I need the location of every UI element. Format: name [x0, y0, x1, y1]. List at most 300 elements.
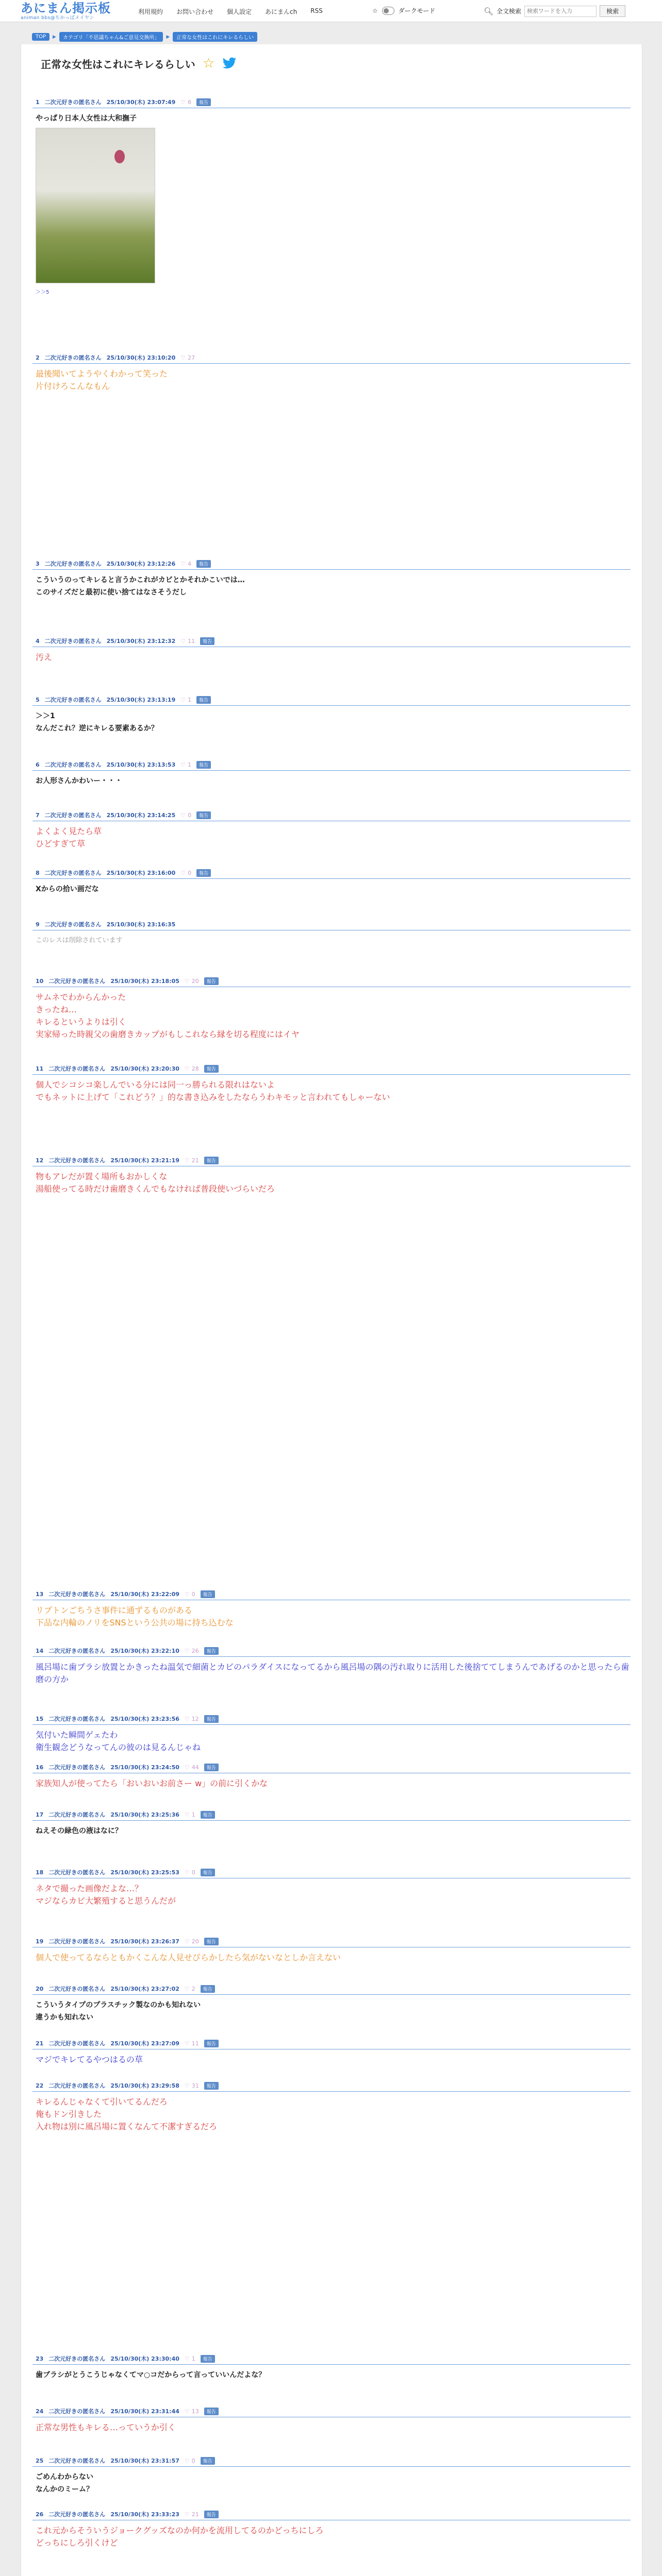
post-header: [32, 2510, 631, 2520]
post-text-line: こういうタイプのプラスチック製なのかも知れない: [36, 2001, 201, 2009]
like-heart-icon[interactable]: ♡: [184, 2511, 190, 2518]
reply-anchor-link[interactable]: ＞＞5: [36, 290, 49, 295]
site-header: [0, 0, 662, 22]
post-header: [32, 1715, 631, 1725]
report-button[interactable]: 報告: [201, 1985, 215, 1993]
post: [32, 2456, 631, 2496]
post-header: [32, 1647, 631, 1657]
post: [32, 696, 631, 735]
post-number[interactable]: 24: [36, 2408, 44, 2415]
post-text-line: ごめんわからない: [36, 2473, 93, 2481]
post-number[interactable]: 4: [36, 637, 40, 645]
post-text-line: なんだこれ？逆にキレる要素あるか？: [36, 724, 158, 733]
breadcrumb-separator-icon: ▶: [53, 34, 56, 40]
post: [32, 1156, 631, 1195]
post-number[interactable]: 1: [36, 98, 40, 106]
post-author: 二次元好きの匿名さん: [48, 1648, 106, 1654]
post-text-line: リプトンごちうさ事件に通ずるものがある: [36, 1605, 193, 1615]
post-header: [32, 696, 631, 706]
post-number[interactable]: 3: [36, 560, 40, 567]
post-number[interactable]: 17: [36, 1811, 44, 1818]
post-date: 25/10/30(木) 23:24:50: [110, 1764, 179, 1771]
post: [32, 2039, 631, 2066]
like-heart-icon[interactable]: ♡: [184, 977, 190, 985]
post-number[interactable]: 5: [36, 696, 40, 703]
post-author: 二次元好きの匿名さん: [44, 561, 102, 567]
post-number[interactable]: 7: [36, 811, 40, 819]
report-button[interactable]: 報告: [201, 2457, 215, 2465]
like-count: 21: [191, 1157, 199, 1164]
like-heart-icon[interactable]: ♡: [184, 1715, 190, 1722]
post-author: 二次元好きの匿名さん: [48, 1986, 106, 1992]
post-body: [32, 108, 631, 299]
post-date: 25/10/30(木) 23:12:26: [106, 561, 176, 567]
like-heart-icon[interactable]: ♡: [184, 1647, 190, 1654]
nav-terms[interactable]: 利用規約: [138, 8, 163, 15]
report-button[interactable]: 報告: [196, 98, 211, 106]
like-count: 20: [191, 1938, 199, 1945]
post-number[interactable]: 22: [36, 2082, 44, 2089]
post: [32, 1647, 631, 1686]
post-number[interactable]: 6: [36, 761, 40, 768]
report-button[interactable]: 報告: [204, 1157, 219, 1164]
post: [32, 869, 631, 895]
search-button[interactable]: 検索: [600, 5, 625, 17]
post-number[interactable]: 14: [36, 1647, 44, 1654]
nav-contact[interactable]: お問い合わせ: [176, 8, 214, 15]
post-header: [32, 98, 631, 108]
post-text-line: 最後聞いてようやくわかって笑った: [36, 369, 168, 379]
post-body: [32, 771, 631, 787]
post-number[interactable]: 19: [36, 1938, 44, 1945]
post-number[interactable]: 11: [36, 1065, 44, 1072]
post-text-line: 風呂場に歯ブラシ放置とかきったね温気で細菌とカビのパラダイスになってるから風呂場の隅の汚れ取りに活用した後捨ててしまうんであげるのかと思ったら歯磨の方か: [36, 1662, 630, 1684]
report-button[interactable]: 報告: [201, 1869, 215, 1876]
post-text-line: よくよく見たら草: [36, 826, 102, 836]
post-text-line: このサイズだと最初に使い捨てはなさそうだし: [36, 588, 187, 597]
post-author: 二次元好きの匿名さん: [48, 1157, 106, 1164]
post-header: [32, 1064, 631, 1075]
post-header: [32, 2456, 631, 2467]
post-body: [32, 1600, 631, 1629]
post-text-line: どっちにしろ引くけど: [36, 2538, 118, 2548]
nav-animanch[interactable]: あにまんch: [265, 8, 297, 15]
like-count: 44: [191, 1764, 199, 1771]
report-button[interactable]: 報告: [200, 637, 214, 645]
thread-title: [41, 56, 237, 71]
post-author: 二次元好きの匿名さん: [48, 1716, 106, 1722]
post-text-line: 片付けろこんなもん: [36, 381, 110, 391]
like-count: 0: [188, 869, 192, 876]
post-date: 25/10/30(木) 23:16:00: [106, 870, 176, 876]
post-number[interactable]: 9: [36, 921, 40, 928]
post-body: [32, 1075, 631, 1104]
like-heart-icon[interactable]: ♡: [184, 1869, 190, 1876]
like-heart-icon[interactable]: ♡: [184, 1157, 190, 1164]
post-text-line: 俺もドン引きした: [36, 2109, 102, 2119]
post-date: 25/10/30(木) 23:13:53: [106, 761, 176, 768]
post-body: [32, 364, 631, 393]
post-author: 二次元好きの匿名さん: [44, 638, 102, 645]
like-heart-icon[interactable]: ♡: [180, 560, 186, 567]
like-heart-icon[interactable]: ♡: [184, 2457, 190, 2464]
post-header: [32, 2354, 631, 2365]
toy-figure-shape: [114, 150, 125, 163]
post-author: 二次元好きの匿名さん: [48, 1811, 106, 1818]
report-button[interactable]: 報告: [196, 560, 211, 568]
post: [32, 1715, 631, 1754]
favorite-star-icon[interactable]: ☆: [202, 56, 215, 71]
report-button[interactable]: 報告: [204, 1764, 219, 1771]
post-date: 25/10/30(木) 23:31:57: [110, 2458, 179, 2464]
post-header: [32, 920, 631, 930]
post-number[interactable]: 15: [36, 1715, 44, 1722]
post-number[interactable]: 23: [36, 2355, 44, 2362]
like-heart-icon[interactable]: ♡: [184, 1985, 190, 1992]
logo-title: あにまん掲示板: [21, 1, 111, 15]
post-author: 二次元好きの匿名さん: [48, 2355, 106, 2362]
post-text-line: きったね…: [36, 1005, 77, 1014]
post-author: 二次元好きの匿名さん: [48, 1938, 106, 1945]
post-body: [32, 706, 631, 735]
post: [32, 760, 631, 787]
post-header: [32, 637, 631, 647]
post: [32, 2354, 631, 2381]
report-button[interactable]: 報告: [204, 1938, 219, 1945]
post: [32, 560, 631, 599]
post-text-line: これ元からそういうジョークグッズなのか何かを流用してるのかどっちにしろ: [36, 2526, 324, 2535]
like-heart-icon[interactable]: ♡: [184, 2408, 190, 2415]
post-date: 25/10/30(木) 23:21:19: [110, 1157, 179, 1164]
like-heart-icon[interactable]: ♡: [184, 1811, 190, 1818]
post-text-line: キレるんじゃなくて引いてるんだろ: [36, 2097, 168, 2107]
post: [32, 353, 631, 393]
post-number[interactable]: 18: [36, 1869, 44, 1876]
post-author: 二次元好きの匿名さん: [44, 812, 102, 819]
post-body: [32, 1878, 631, 1907]
like-count: 12: [191, 1715, 199, 1722]
post-date: 25/10/30(木) 23:25:53: [110, 1869, 179, 1876]
post-text-line: お人形さんかわいー・・・: [36, 777, 122, 785]
post-number[interactable]: 16: [36, 1764, 44, 1771]
like-heart-icon[interactable]: ♡: [184, 1764, 190, 1771]
report-button[interactable]: 報告: [204, 2040, 219, 2047]
post-number[interactable]: 20: [36, 1985, 44, 1992]
like-count: 1: [188, 761, 192, 768]
post-header: [32, 2039, 631, 2049]
breadcrumb-top[interactable]: TOP: [32, 33, 49, 41]
post-text-line: 湯船使ってる時だけ歯磨きくんでもなければ普段使いづらいだろ: [36, 1184, 275, 1194]
post-body: [32, 647, 631, 664]
post-body: [32, 1821, 631, 1837]
like-heart-icon[interactable]: ♡: [180, 637, 186, 645]
like-count: 2: [191, 1985, 195, 1992]
post-text-line: 個人でシコシコ楽しんでいる分には同一っ勝られる限れはないよ: [36, 1080, 275, 1090]
post: [32, 811, 631, 850]
post-date: 25/10/30(木) 23:16:35: [106, 921, 176, 928]
post-text-line: 下品な内輪のノリをSNSという公共の場に持ち込むな: [36, 1618, 234, 1628]
post-date: 25/10/30(木) 23:26:37: [110, 1938, 179, 1945]
post-number[interactable]: 26: [36, 2511, 44, 2518]
post-date: 25/10/30(木) 23:12:32: [106, 638, 176, 645]
like-count: 11: [188, 637, 195, 645]
nav-rss[interactable]: RSS: [310, 7, 323, 14]
post-text-line: 実家帰った時親父の歯磨きカップがもしこれなら縁を切る程度にはイヤ: [36, 1029, 300, 1039]
post-header: [32, 977, 631, 987]
post-body: [32, 2417, 631, 2434]
report-button[interactable]: 報告: [204, 1647, 219, 1655]
post-header: [32, 2081, 631, 2092]
breadcrumb: [32, 32, 257, 42]
post-text-line: マジならカビ大繁殖すると思うんだが: [36, 1896, 176, 1906]
like-count: 26: [191, 1647, 199, 1654]
like-count: 0: [188, 811, 192, 819]
post-text-line: ねえその緑色の液はなに？: [36, 1827, 122, 1835]
post-number[interactable]: 13: [36, 1590, 44, 1598]
report-button[interactable]: 報告: [204, 977, 219, 985]
breadcrumb-separator-icon: ▶: [166, 34, 170, 40]
post-date: 25/10/30(木) 23:14:25: [106, 812, 176, 819]
like-count: 0: [191, 1590, 195, 1598]
post-author: 二次元好きの匿名さん: [48, 1869, 106, 1876]
like-heart-icon[interactable]: ♡: [184, 2082, 190, 2089]
post-author: 二次元好きの匿名さん: [48, 2082, 106, 2089]
post: [32, 1810, 631, 1837]
post-body: [32, 1947, 631, 1964]
report-button[interactable]: 報告: [204, 2408, 219, 2415]
thread-container: [21, 44, 642, 2576]
post: [32, 98, 631, 299]
post-text-line: 衛生観念どうなってんの彼のは見るんじゃね: [36, 1742, 201, 1752]
post-header: [32, 1937, 631, 1947]
post-date: 25/10/30(木) 23:25:36: [110, 1811, 179, 1818]
post-image[interactable]: [36, 128, 155, 283]
like-heart-icon[interactable]: ♡: [184, 1938, 190, 1945]
like-count: 28: [191, 1065, 199, 1072]
post-text-line: 個人で使ってるならともかくこんな人見せびらかしたら気がないなとしか言えない: [36, 1953, 341, 1962]
like-count: 0: [191, 1869, 195, 1876]
report-button[interactable]: 報告: [204, 1715, 219, 1723]
post-author: 二次元好きの匿名さん: [44, 870, 102, 876]
post-body: [32, 930, 631, 947]
search-label: 全文検索: [496, 8, 522, 15]
post: [32, 920, 631, 947]
post-author: 二次元好きの匿名さん: [48, 1065, 106, 1072]
post-date: 25/10/30(木) 23:18:05: [110, 978, 179, 985]
post-author: 二次元好きの匿名さん: [48, 2040, 106, 2047]
like-count: 21: [191, 2511, 199, 2518]
post-number[interactable]: 21: [36, 2040, 44, 2047]
post-text-line: Xからの拾い画だな: [36, 885, 99, 893]
post-number[interactable]: 2: [36, 354, 40, 361]
post-body: [32, 2365, 631, 2381]
post-author: 二次元好きの匿名さん: [48, 2408, 106, 2415]
post-header: [32, 1156, 631, 1166]
post-author: 二次元好きの匿名さん: [44, 921, 102, 928]
post: [32, 1763, 631, 1790]
post-header: [32, 760, 631, 771]
post-text-line: キレるというよりは引く: [36, 1017, 126, 1027]
post-text-line: 歯ブラシがとうこうじゃなくてマ○コだからって言っていいんだよな？: [36, 2371, 266, 2379]
post-header: [32, 1868, 631, 1878]
breadcrumb-category[interactable]: カテゴリ「不思議ちゃん&ご意見交換所」: [59, 32, 163, 42]
post-body: [32, 2467, 631, 2496]
post: [32, 2510, 631, 2549]
like-heart-icon[interactable]: ♡: [180, 354, 186, 361]
post-number[interactable]: 25: [36, 2457, 44, 2464]
post-text-line: ひどすぎて草: [36, 839, 86, 849]
like-count: 6: [188, 98, 192, 106]
report-button[interactable]: 報告: [201, 1811, 215, 1819]
post-date: 25/10/30(木) 23:22:09: [110, 1591, 179, 1598]
like-heart-icon[interactable]: ♡: [184, 2040, 190, 2047]
post-body: [32, 1995, 631, 2024]
logo-subtitle: animan bbs@ちかっぱメイヤン: [21, 15, 94, 21]
search-input[interactable]: [524, 6, 597, 17]
post-body: [32, 1657, 631, 1686]
post-author: 二次元好きの匿名さん: [48, 978, 106, 985]
post-body: [32, 879, 631, 895]
like-count: 27: [188, 354, 195, 361]
like-count: 0: [191, 2457, 195, 2464]
post: [32, 1985, 631, 2024]
post: [32, 1590, 631, 1629]
report-button[interactable]: 報告: [196, 811, 211, 819]
post-header: [32, 869, 631, 879]
post-header: [32, 560, 631, 570]
like-count: 31: [191, 2082, 199, 2089]
post-text-line: このレスは削除されています: [36, 937, 123, 944]
report-button[interactable]: 報告: [201, 1590, 215, 1598]
post-author: 二次元好きの匿名さん: [48, 1764, 106, 1771]
like-heart-icon[interactable]: ♡: [184, 1065, 190, 1072]
nav-personal-settings[interactable]: 個人設定: [227, 8, 252, 15]
report-button[interactable]: 報告: [196, 869, 211, 877]
like-count: 13: [191, 2408, 199, 2415]
post-number[interactable]: 10: [36, 977, 44, 985]
post-text-line: こういうのってキレると言うかこれがカビとかそれかこいでは…: [36, 576, 245, 584]
report-button[interactable]: 報告: [204, 2511, 219, 2518]
post-text-line: 物もアレだが置く場所もおかしくな: [36, 1172, 168, 1181]
breadcrumb-thread[interactable]: 正常な女性はこれにキレるらしい: [173, 32, 257, 42]
post-number[interactable]: 12: [36, 1157, 44, 1164]
post-body: [32, 1166, 631, 1195]
like-heart-icon[interactable]: ♡: [180, 98, 186, 106]
like-count: 11: [191, 2040, 199, 2047]
post-text-line: なんかのミーム？: [36, 2485, 93, 2494]
twitter-share-icon[interactable]: [222, 57, 237, 70]
post-date: 25/10/30(木) 23:13:19: [106, 697, 176, 703]
dark-mode-toggle[interactable]: [382, 7, 394, 15]
post-text-line: ＞＞1: [36, 712, 55, 720]
post-text-line: でもネットに上げて「これどう？」的な書き込みをしたならうわキモッと言われてもしゃーない: [36, 1092, 390, 1102]
post-author: 二次元好きの匿名さん: [44, 99, 102, 106]
post-header: [32, 811, 631, 821]
post-date: 25/10/30(木) 23:22:10: [110, 1648, 179, 1654]
post-text-line: 入れ物は別に風呂場に置くなんて不潔すぎるだろ: [36, 2122, 218, 2131]
post-body: [32, 821, 631, 850]
post-text-line: 汚え: [36, 652, 53, 662]
post-date: 25/10/30(木) 23:23:56: [110, 1716, 179, 1722]
post-date: 25/10/30(木) 23:07:49: [106, 99, 176, 106]
post-header: [32, 2407, 631, 2417]
post-author: 二次元好きの匿名さん: [48, 2458, 106, 2464]
post-body: [32, 987, 631, 1041]
like-heart-icon[interactable]: ♡: [180, 869, 186, 876]
post-header: [32, 1763, 631, 1773]
post-body: [32, 2520, 631, 2549]
report-button[interactable]: 報告: [196, 696, 211, 704]
dark-mode-control[interactable]: [372, 6, 435, 15]
dark-mode-prefix: ☆: [372, 7, 378, 14]
post-date: 25/10/30(木) 23:33:23: [110, 2511, 179, 2518]
post-author: 二次元好きの匿名さん: [44, 354, 102, 361]
post-number[interactable]: 8: [36, 869, 40, 876]
post-body: [32, 570, 631, 599]
report-button[interactable]: 報告: [201, 2355, 215, 2363]
dark-mode-label: ダークモード: [398, 7, 436, 14]
post: [32, 1868, 631, 1907]
post-text-line: マジでキレてるやつはるの草: [36, 2055, 143, 2064]
post-header: [32, 1590, 631, 1600]
top-nav: [138, 7, 323, 16]
search-area: [484, 5, 625, 17]
site-logo[interactable]: [21, 1, 111, 21]
report-button[interactable]: 報告: [196, 761, 211, 769]
post-author: 二次元好きの匿名さん: [48, 2511, 106, 2518]
post-text-line: 家族知人が使ってたら「おいおいお前さー w」の前に引くかな: [36, 1778, 268, 1788]
post: [32, 1064, 631, 1104]
post-text-line: ネタで撮った画像だよな…？: [36, 1884, 143, 1893]
like-heart-icon[interactable]: ♡: [180, 696, 186, 703]
post-header: [32, 353, 631, 364]
post-date: 25/10/30(木) 23:10:20: [106, 354, 176, 361]
thread-title-text: 正常な女性はこれにキレるらしい: [41, 58, 195, 71]
post: [32, 977, 631, 1041]
post-text-line: やっぱり日本人女性は大和撫子: [36, 114, 137, 123]
post-body: [32, 1725, 631, 1754]
post: [32, 2081, 631, 2133]
post-author: 二次元好きの匿名さん: [44, 761, 102, 768]
post-body: [32, 1773, 631, 1790]
like-heart-icon[interactable]: ♡: [180, 761, 186, 768]
like-count: 1: [191, 2355, 195, 2362]
post-date: 25/10/30(木) 23:20:30: [110, 1065, 179, 1072]
report-button[interactable]: 報告: [204, 1065, 219, 1073]
like-heart-icon[interactable]: ♡: [180, 811, 186, 819]
post: [32, 637, 631, 664]
post-header: [32, 1810, 631, 1821]
post: [32, 2407, 631, 2434]
post-body: [32, 2049, 631, 2066]
post-author: 二次元好きの匿名さん: [48, 1591, 106, 1598]
post-date: 25/10/30(木) 23:31:44: [110, 2408, 179, 2415]
post-text-line: 正常な男性もキレる…っていうか引く: [36, 2422, 176, 2432]
search-icon: 🔍︎: [484, 6, 494, 16]
like-heart-icon[interactable]: ♡: [184, 1590, 190, 1598]
post-date: 25/10/30(木) 23:29:58: [110, 2082, 179, 2089]
post-date: 25/10/30(木) 23:27:02: [110, 1986, 179, 1992]
report-button[interactable]: 報告: [204, 2082, 219, 2090]
post-date: 25/10/30(木) 23:30:40: [110, 2355, 179, 2362]
post-text-line: 気付いた瞬間ゲェたわ: [36, 1730, 118, 1740]
post-body: [32, 2092, 631, 2133]
like-heart-icon[interactable]: ♡: [184, 2355, 190, 2362]
post-author: 二次元好きの匿名さん: [44, 697, 102, 703]
post-date: 25/10/30(木) 23:27:09: [110, 2040, 179, 2047]
like-count: 4: [188, 560, 192, 567]
post: [32, 1937, 631, 1964]
